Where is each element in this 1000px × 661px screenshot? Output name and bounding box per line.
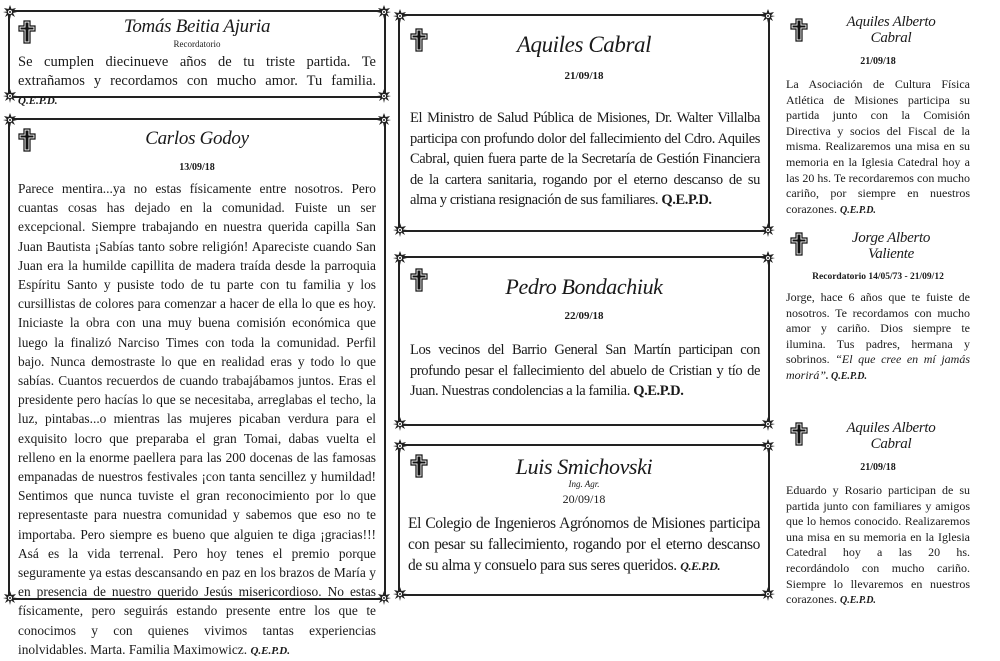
cross-icon xyxy=(790,18,808,42)
notice-body: Se cumplen diecinueve años de tu triste partida. Te extrañamos y recordamos con mucho amor. Tu familia. Q.E.P.D. xyxy=(18,54,376,107)
notice-body: Los vecinos del Barrio General San Martín participan con profundo pesar el fallecimiento del abuelo de Cristian y tío de Juan. Nuestras condolencias a la familia. Q.E.P.D. xyxy=(410,342,760,399)
notice-name: Carlos Godoy xyxy=(145,128,249,149)
corner-ornament-icon xyxy=(377,89,391,103)
corner-ornament-icon xyxy=(761,417,775,431)
notice-body: El Colegio de Ingenieros Agrónomos de Misiones participa con pesar su fallecimiento, rogando por el eterno descanso de su alma y consuelo para sus seres queridos. Q.E.P.D. xyxy=(408,515,760,574)
notice-closing: Q.E.P.D. xyxy=(633,383,684,399)
notice-aquiles-cabral xyxy=(398,14,770,232)
notice-body: La Asociación de Cultura Física Atlética de Misiones participa su partida junto con la Comisión Directiva y socios del Fiscal de la misma. Realizaremos una misa en su memoria en la Iglesia Catedral hoy a las 20 hs. Te recordaremos con mucho cariño, por siempre en nuestros corazones. Q.E.P.D. xyxy=(786,77,970,216)
notice-quote: “El que cree en mí jamás morirá” xyxy=(786,352,970,382)
notice-name: Jorge Alberto Valiente xyxy=(851,230,931,262)
notice-pedro-bondachiuk xyxy=(398,256,770,426)
corner-ornament-icon xyxy=(393,417,407,431)
notice-body: El Ministro de Salud Pública de Misiones, Dr. Walter Villalba participa con profundo dolor del fallecimiento del Cdro. Aquiles Cabral, quien fuera parte de la Secretaría de Gestión Financiera de la cartera sanitaria, rogando por el eterno descanso de su alma y cristiana resignación de sus familiares. Q.E.P.D. xyxy=(410,110,760,208)
cross-icon xyxy=(18,128,36,152)
notice-aquiles-alberto-cabral-eduardo-rosario xyxy=(786,418,970,608)
corner-ornament-icon xyxy=(761,9,775,23)
notice-date: 21/09/18 xyxy=(564,70,604,82)
notice-closing: Q.E.P.D. xyxy=(18,94,58,107)
cross-icon xyxy=(410,454,428,478)
corner-ornament-icon xyxy=(3,591,17,605)
corner-ornament-icon xyxy=(393,587,407,601)
notice-closing: . Q.E.P.D. xyxy=(826,370,867,382)
corner-ornament-icon xyxy=(3,5,17,19)
notice-jorge-alberto-valiente xyxy=(786,228,970,398)
corner-ornament-icon xyxy=(377,591,391,605)
notice-closing: Q.E.P.D. xyxy=(839,595,876,607)
notice-date: 21/09/18 xyxy=(860,462,896,473)
corner-ornament-icon xyxy=(393,223,407,237)
notice-closing: Q.E.P.D. xyxy=(250,644,290,657)
corner-ornament-icon xyxy=(393,9,407,23)
notice-subtitle: Recordatorio xyxy=(173,39,221,49)
notice-body: Eduardo y Rosario participan de su partida junto con familiares y amigos que lo hemos conocido. Realizaremos una misa en su memoria en la Iglesia Catedral hoy a las 20 hs. recordándolo con mucho cariño. Siempre lo llevaremos en nuestros corazones. Q.E.P.D. xyxy=(786,483,970,607)
notice-name: Pedro Bondachiuk xyxy=(505,274,663,299)
notice-name: Tomás Beitia Ajuria xyxy=(123,16,271,37)
notice-body: Jorge, hace 6 años que te fuiste de nosotros. Te recordamos con mucho amor y cariño. Dios siempre te ilumina. Tus padres, hermana y sobrinos. “El que cree en mí jamás morirá”. Q.E.P.D. xyxy=(786,290,970,382)
corner-ornament-icon xyxy=(761,587,775,601)
corner-ornament-icon xyxy=(3,89,17,103)
notice-luis-smichovski xyxy=(398,444,770,596)
notice-name: Aquiles Cabral xyxy=(516,32,652,57)
corner-ornament-icon xyxy=(393,439,407,453)
notice-closing: Q.E.P.D. xyxy=(839,204,876,216)
cross-icon xyxy=(410,28,428,52)
cross-icon xyxy=(18,20,36,44)
corner-ornament-icon xyxy=(393,251,407,265)
cross-icon xyxy=(790,422,808,446)
cross-icon xyxy=(790,232,808,256)
notice-subtitle: Ing. Agr. xyxy=(568,479,600,489)
cross-icon xyxy=(410,268,428,292)
corner-ornament-icon xyxy=(761,439,775,453)
notice-closing: Q.E.P.D. xyxy=(661,192,712,208)
notice-name: Aquiles Alberto Cabral xyxy=(846,420,936,452)
notice-tomas-beitia-ajuria xyxy=(8,10,386,107)
corner-ornament-icon xyxy=(377,5,391,19)
corner-ornament-icon xyxy=(761,223,775,237)
notice-date: 22/09/18 xyxy=(564,310,604,322)
notice-closing: Q.E.P.D. xyxy=(680,559,721,573)
corner-ornament-icon xyxy=(3,113,17,127)
corner-ornament-icon xyxy=(377,113,391,127)
notice-aquiles-alberto-cabral-asociacion xyxy=(786,12,970,222)
notice-name: Luis Smichovski xyxy=(515,454,653,479)
notice-date: 21/09/18 xyxy=(860,56,896,67)
notice-body: Parece mentira...ya no estas físicamente entre nosotros. Pero cuantas cosas has dejado en la comunidad. Fuiste un ser excepcional. Siempre trabajando en nuestra querida capilla San Juan Bautista ¡Sabías tanto sobre religión! Apareciste cuando San Juan era la humilde capillita de madera traída desde la parroquia Espíritu Santo y pusiste todo de tu parte con tu familia y los cursillistas de colores para comenzar a hacer de ella lo que es hoy. Iniciaste la obra con una muy buena comisión económica que luego la finalizó Narciso Times con toda la comunidad. Perfil bajo. Nunca demostraste lo que en realidad eras y todo lo que sabías. Cuantos recuerdos de cuando trabajábamos juntos. Eras el presidente pero hacías lo que se necesitaba, arreglabas el techo, la luz, pintabas...o mientras las mujeres picaban verdura para el exquisito locro que preparaba el gran Tomai, dabas vuelta el relleno en la enorme paellera para las 200 docenas de las famosas empanadas de nuestros festivales ¡con tanta sencillez y humildad! Sentimos que nunca tuviste el gran reconocimiento por lo que representaste para nuestra comunidad y sabemos que eso no te importaba. Pero siempre es bueno que alguien te diga ¡gracias!!! Asá es la vida terrenal. Pero hoy tenes el premio porque seguramente ya estas descansando en paz en los brazos de María y en presencia de nuestro querido Jesús misericordioso. No estas físicamente, pero seguirás estando presente entre los que te conocimos y con quienes vivimos tantas experiencias inolvidables. Marta. Familia Maximowicz. Q.E.P.D. xyxy=(18,181,376,657)
notice-carlos-godoy xyxy=(8,118,386,657)
notice-date: Recordatorio 14/05/73 - 21/09/12 xyxy=(812,272,944,282)
notice-name: Aquiles Alberto Cabral xyxy=(846,14,936,46)
corner-ornament-icon xyxy=(761,251,775,265)
notice-date: 20/09/18 xyxy=(562,492,606,506)
notice-date: 13/09/18 xyxy=(179,162,215,173)
